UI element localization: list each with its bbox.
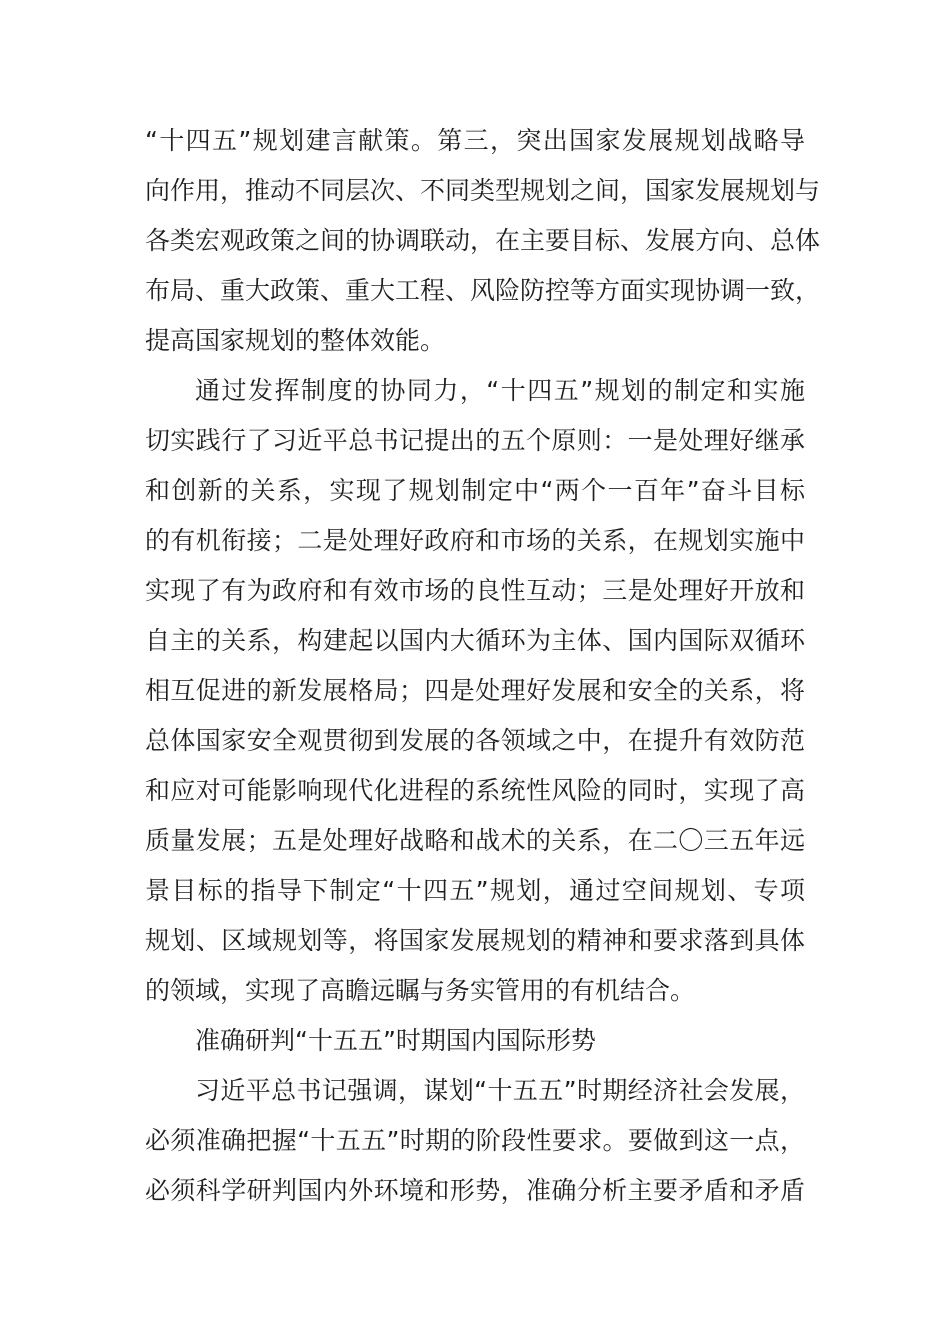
- text-line: 和创新的关系，实现了规划制定中“两个一百年”奋斗目标: [145, 476, 805, 505]
- paragraph: [145, 116, 821, 366]
- text-line: 实现了有为政府和有效市场的良性互动；三是处理好开放和: [145, 576, 805, 605]
- text-line: 各类宏观政策之间的协调联动，在主要目标、发展方向、总体: [145, 226, 821, 255]
- document-page: [145, 116, 821, 1216]
- text-line: 必须准确把握“十五五”时期的阶段性要求。要做到这一点，: [145, 1126, 805, 1155]
- text-line: 规划、区域规划等，将国家发展规划的精神和要求落到具体: [145, 926, 805, 955]
- text-line: 必须科学研判国内外环境和形势，准确分析主要矛盾和矛盾: [145, 1176, 805, 1205]
- text-line: 通过发挥制度的协同力，“十四五”规划的制定和实施: [195, 376, 805, 405]
- text-line: “十四五”规划建言献策。第三，突出国家发展规划战略导: [145, 126, 805, 155]
- text-line: 和应对可能影响现代化进程的系统性风险的同时，实现了高: [145, 776, 805, 805]
- text-line: 总体国家安全观贯彻到发展的各领域之中，在提升有效防范: [145, 726, 805, 755]
- text-line: 布局、重大政策、重大工程、风险防控等方面实现协调一致，: [145, 276, 821, 305]
- text-line: 相互促进的新发展格局；四是处理好发展和安全的关系，将: [145, 676, 805, 705]
- text-line: 的有机衔接；二是处理好政府和市场的关系，在规划实施中: [145, 526, 805, 555]
- text-line: 向作用，推动不同层次、不同类型规划之间，国家发展规划与: [145, 176, 821, 205]
- text-line: 切实践行了习近平总书记提出的五个原则：一是处理好继承: [145, 426, 805, 455]
- text-line: 质量发展；五是处理好战略和战术的关系，在二〇三五年远: [145, 826, 805, 855]
- paragraph: [145, 1066, 805, 1216]
- text-line: 习近平总书记强调，谋划“十五五”时期经济社会发展，: [195, 1076, 805, 1105]
- text-line: 自主的关系，构建起以国内大循环为主体、国内国际双循环: [145, 626, 805, 655]
- heading-text: 准确研判“十五五”时期国内国际形势: [195, 1026, 596, 1055]
- text-line: 景目标的指导下制定“十四五”规划，通过空间规划、专项: [145, 876, 805, 905]
- paragraph: [145, 366, 805, 1016]
- text-line: 的领域，实现了高瞻远瞩与务实管用的有机结合。: [145, 976, 696, 1005]
- section-heading: [145, 1016, 805, 1066]
- text-line: 提高国家规划的整体效能。: [145, 326, 446, 355]
